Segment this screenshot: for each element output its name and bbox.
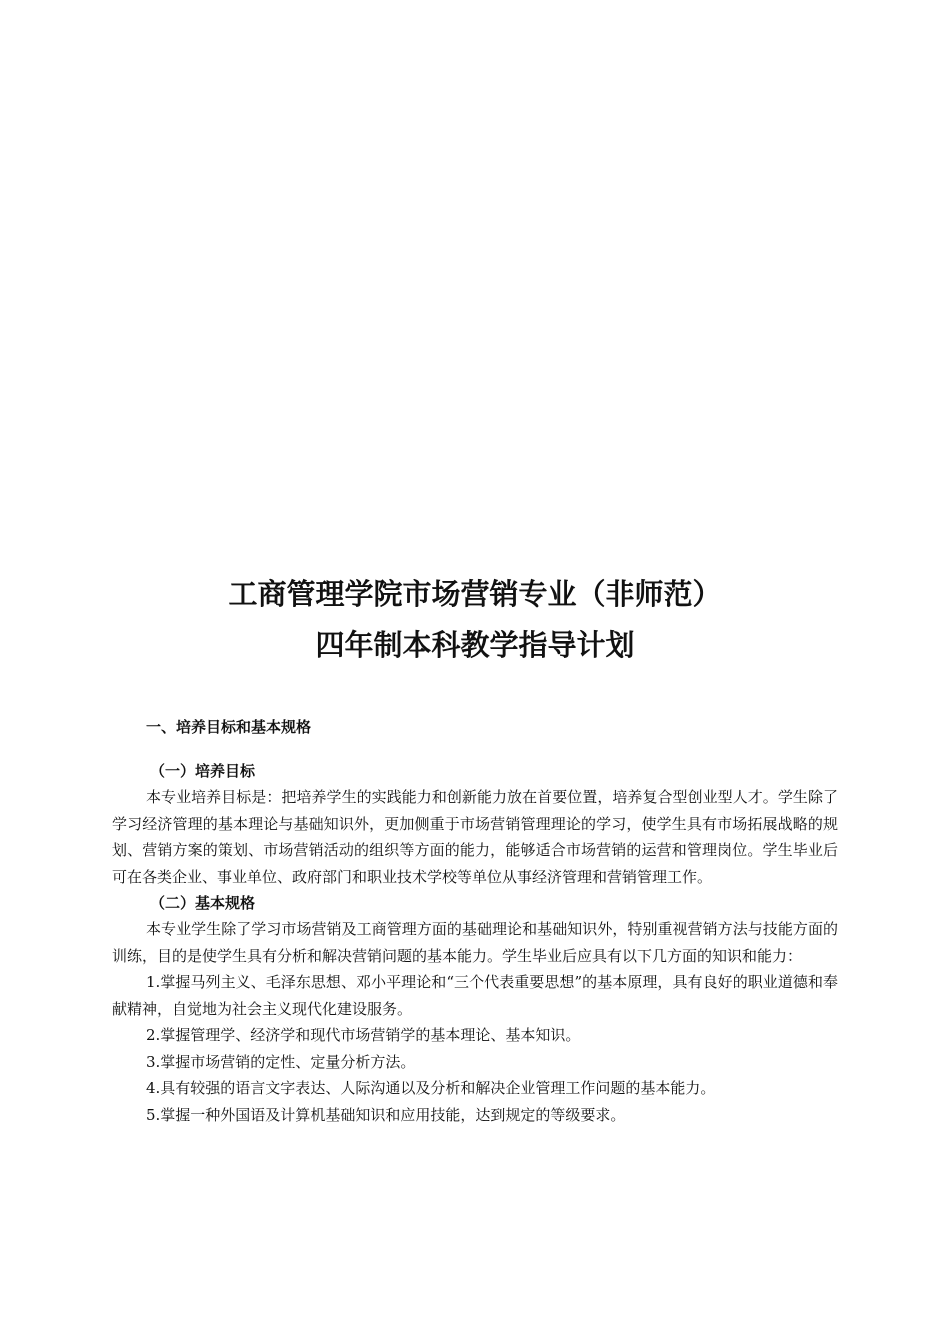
document-title-line-1: 工商管理学院市场营销专业（非师范）	[228, 577, 722, 611]
list-item: 3.掌握市场营销的定性、定量分析方法。	[146, 1052, 416, 1071]
list-item: 2.掌握管理学、经济学和现代市场营销学的基本理论、基本知识。	[146, 1026, 581, 1044]
subsection-heading-basic-specs: （二）基本规格	[150, 894, 256, 912]
section-heading-training-goals-and-specs: 一、培养目标和基本规格	[146, 718, 312, 736]
list-item: 5.掌握一种外国语及计算机基础知识和应用技能，达到规定的等级要求。	[146, 1105, 626, 1124]
document-title-line-2: 四年制本科教学指导计划	[315, 628, 635, 662]
paragraph-training-goals: 本专业培养目标是：把培养学生的实践能力和创新能力放在首要位置，培养复合型创业型人才。学生除了学习经济管理的基本理论与基础知识外，更加侧重于市场营销管理理论的学习，使学生具有市场拓展战略的规划、营销方案的策划、市场营销活动的组织等方面的能力，能够适合市场营销的运营和管理岗位。学生毕业后可在各类企业、事业单位、政府部门和职业技术学校等单位从事经济管理和营销管理工作。	[112, 788, 838, 886]
document-body	[112, 714, 838, 1128]
paragraph-basic-specs: 本专业学生除了学习市场营销及工商管理方面的基础理论和基础知识外，特别重视营销方法与技能方面的训练，目的是使学生具有分析和解决营销问题的基本能力。学生毕业后应具有以下几方面的知识和能力：	[112, 920, 838, 965]
list-item: 4.具有较强的语言文字表达、人际沟通以及分析和解决企业管理工作问题的基本能力。	[146, 1079, 716, 1097]
list-item: 1.掌握马列主义、毛泽东思想、邓小平理论和“三个代表重要思想”的基本原理，具有良好的职业道德和奉献精神，自觉地为社会主义现代化建设服务。	[112, 973, 838, 1018]
subsection-heading-training-goals: （一）培养目标	[150, 762, 256, 780]
